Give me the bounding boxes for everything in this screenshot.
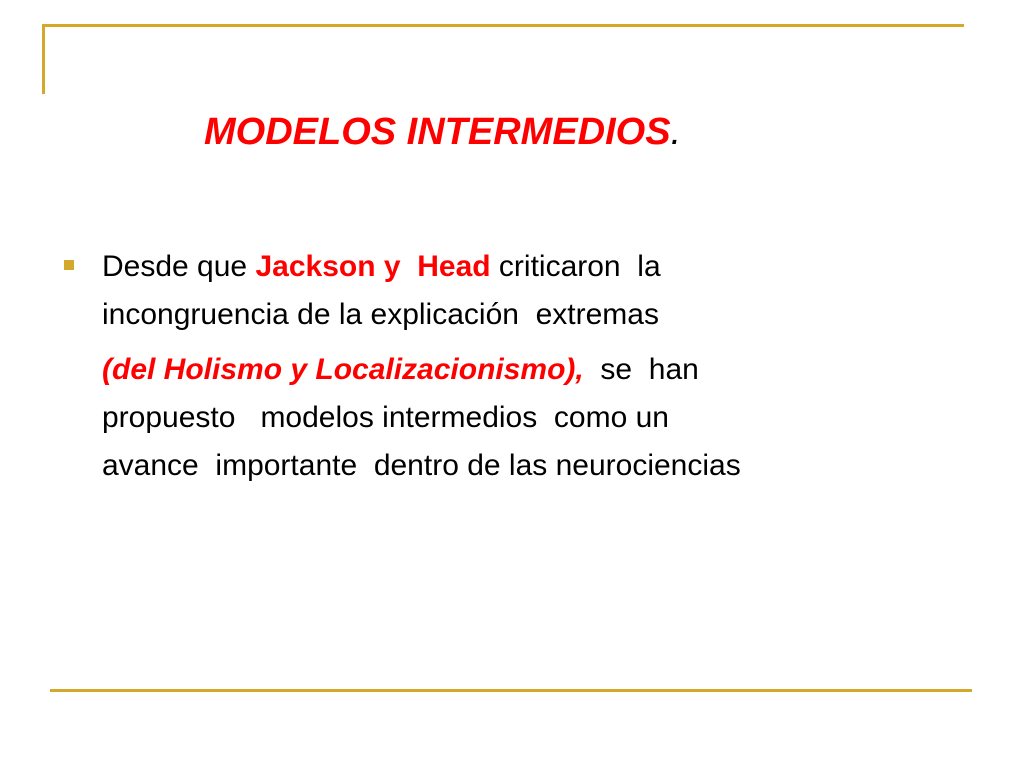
- bottom-rule: [50, 689, 972, 692]
- slide-title: [204, 110, 681, 156]
- paragraph-1: [102, 243, 982, 339]
- paragraph-1-lead: Desde que: [102, 250, 256, 283]
- left-rule: [42, 24, 45, 94]
- square-bullet-icon: [64, 260, 74, 270]
- paragraph-2-highlight: (del Holismo y Localizacionismo),: [102, 353, 584, 386]
- paragraph-1-line-2: incongruencia de la explicación extremas: [102, 298, 659, 331]
- title-text: MODELOS INTERMEDIOS: [204, 111, 671, 153]
- paragraph-1-tail: criticaron la: [490, 250, 661, 283]
- slide-body: [102, 243, 982, 490]
- paragraph-2-tail: se han: [583, 353, 699, 386]
- paragraph-2: [102, 346, 982, 490]
- paragraph-2-line-2: propuesto modelos intermedios como un: [102, 401, 669, 434]
- paragraph-2-line-3: avance importante dentro de las neurociencias: [102, 449, 741, 482]
- title-period: .: [670, 111, 682, 153]
- paragraph-1-highlight: Jackson y Head: [255, 250, 491, 283]
- top-rule: [42, 24, 964, 27]
